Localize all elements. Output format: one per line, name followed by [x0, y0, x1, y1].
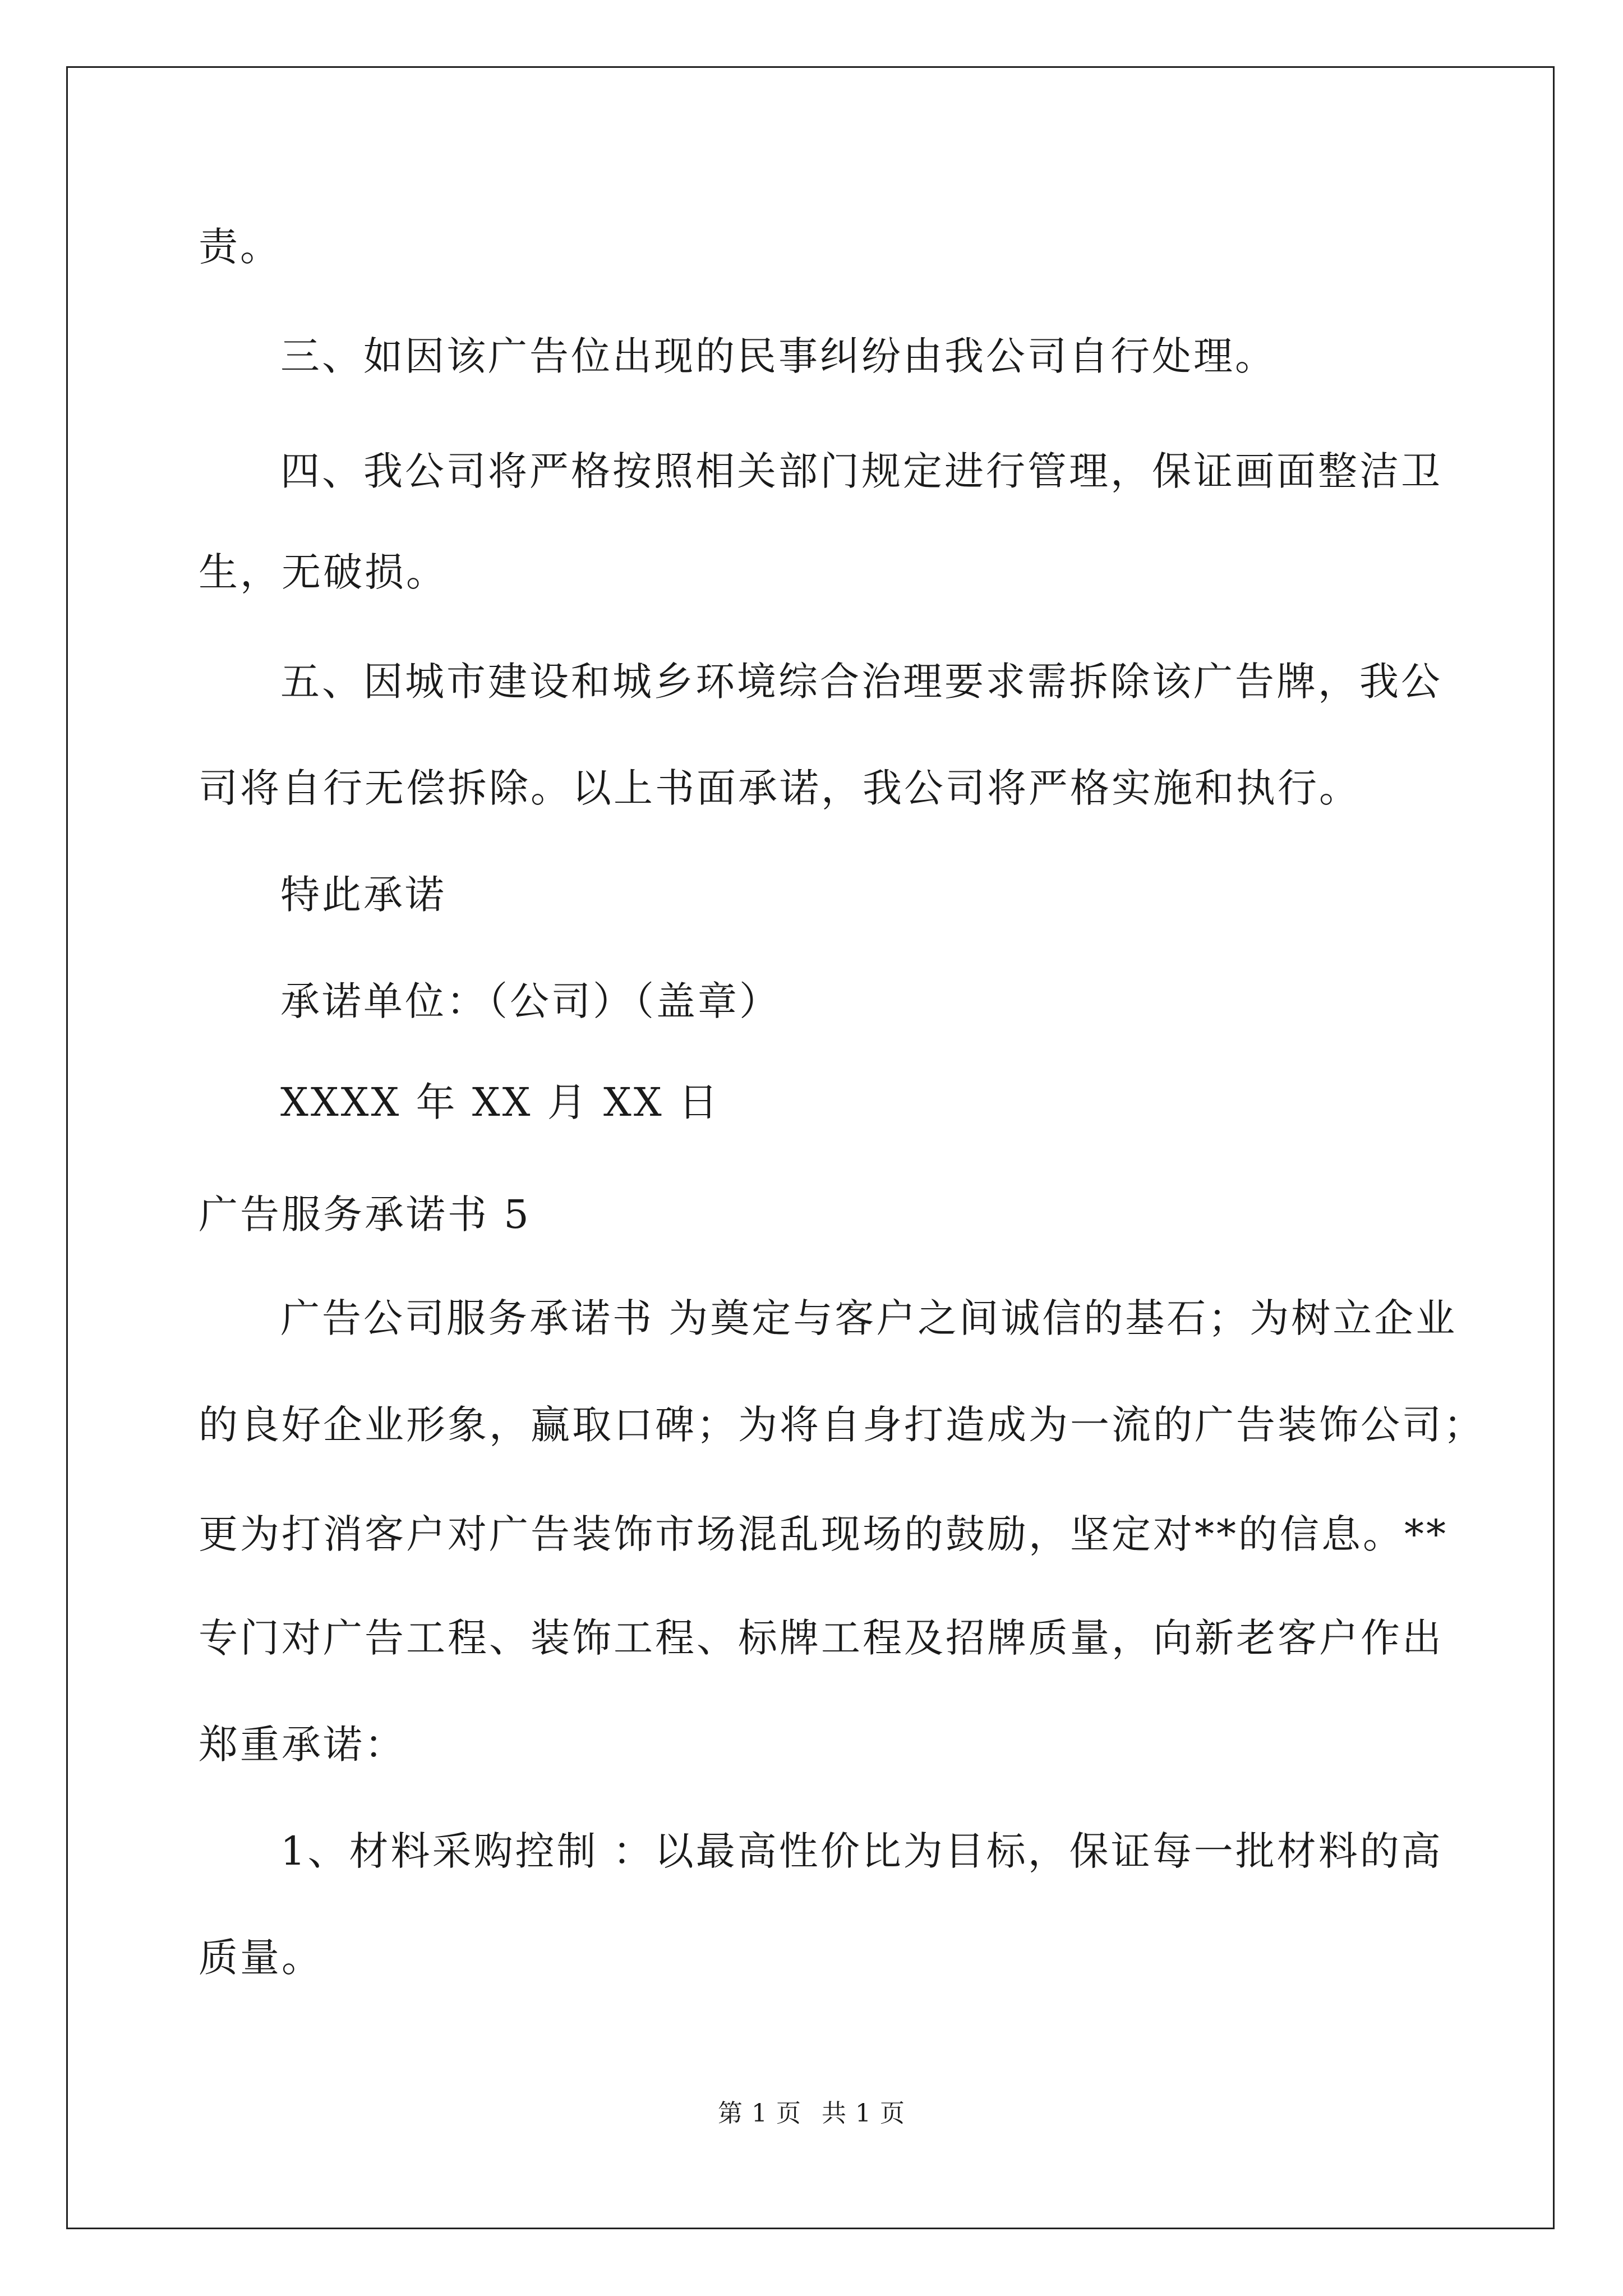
text-line: 质量。: [199, 1935, 323, 1981]
text-line: 四、我公司将严格按照相关部门规定进行管理，保证画面整洁卫: [280, 448, 1442, 494]
text-line: 生，无破损。: [199, 549, 448, 595]
page-footer: [0, 2098, 1623, 2129]
text-line: 特此承诺: [280, 872, 446, 918]
page-total: 共 1 页: [822, 2099, 905, 2128]
text-line: 更为打消客户对广告装饰市场混乱现场的鼓励，坚定对**的信息。**: [199, 1511, 1448, 1557]
text-line: 责。: [199, 224, 282, 270]
section-heading: 广告服务承诺书 5: [199, 1191, 531, 1237]
page-border: [66, 66, 1555, 2229]
text-line: 广告公司服务承诺书 为奠定与客户之间诚信的基石；为树立企业: [280, 1295, 1458, 1341]
text-line: 承诺单位：（公司）（盖章）: [280, 978, 781, 1024]
text-line: 1、材料采购控制 ：以最高性价比为目标，保证每一批材料的高: [280, 1828, 1443, 1874]
date-line: XXXX 年 XX 月 XX 日: [280, 1079, 720, 1125]
text-line: 五、因城市建设和城乡环境综合治理要求需拆除该广告牌，我公: [280, 659, 1442, 705]
text-line: 的良好企业形象，赢取口碑；为将自身打造成为一流的广告装饰公司；: [199, 1402, 1485, 1448]
text-line: 三、如因该广告位出现的民事纠纷由我公司自行处理。: [280, 333, 1276, 379]
text-line: 司将自行无偿拆除。以上书面承诺，我公司将严格实施和执行。: [199, 765, 1361, 811]
text-line: 郑重承诺：: [199, 1722, 406, 1768]
text-line: 专门对广告工程、装饰工程、标牌工程及招牌质量，向新老客户作出: [199, 1615, 1444, 1661]
page-number: 第 1 页: [718, 2099, 801, 2128]
